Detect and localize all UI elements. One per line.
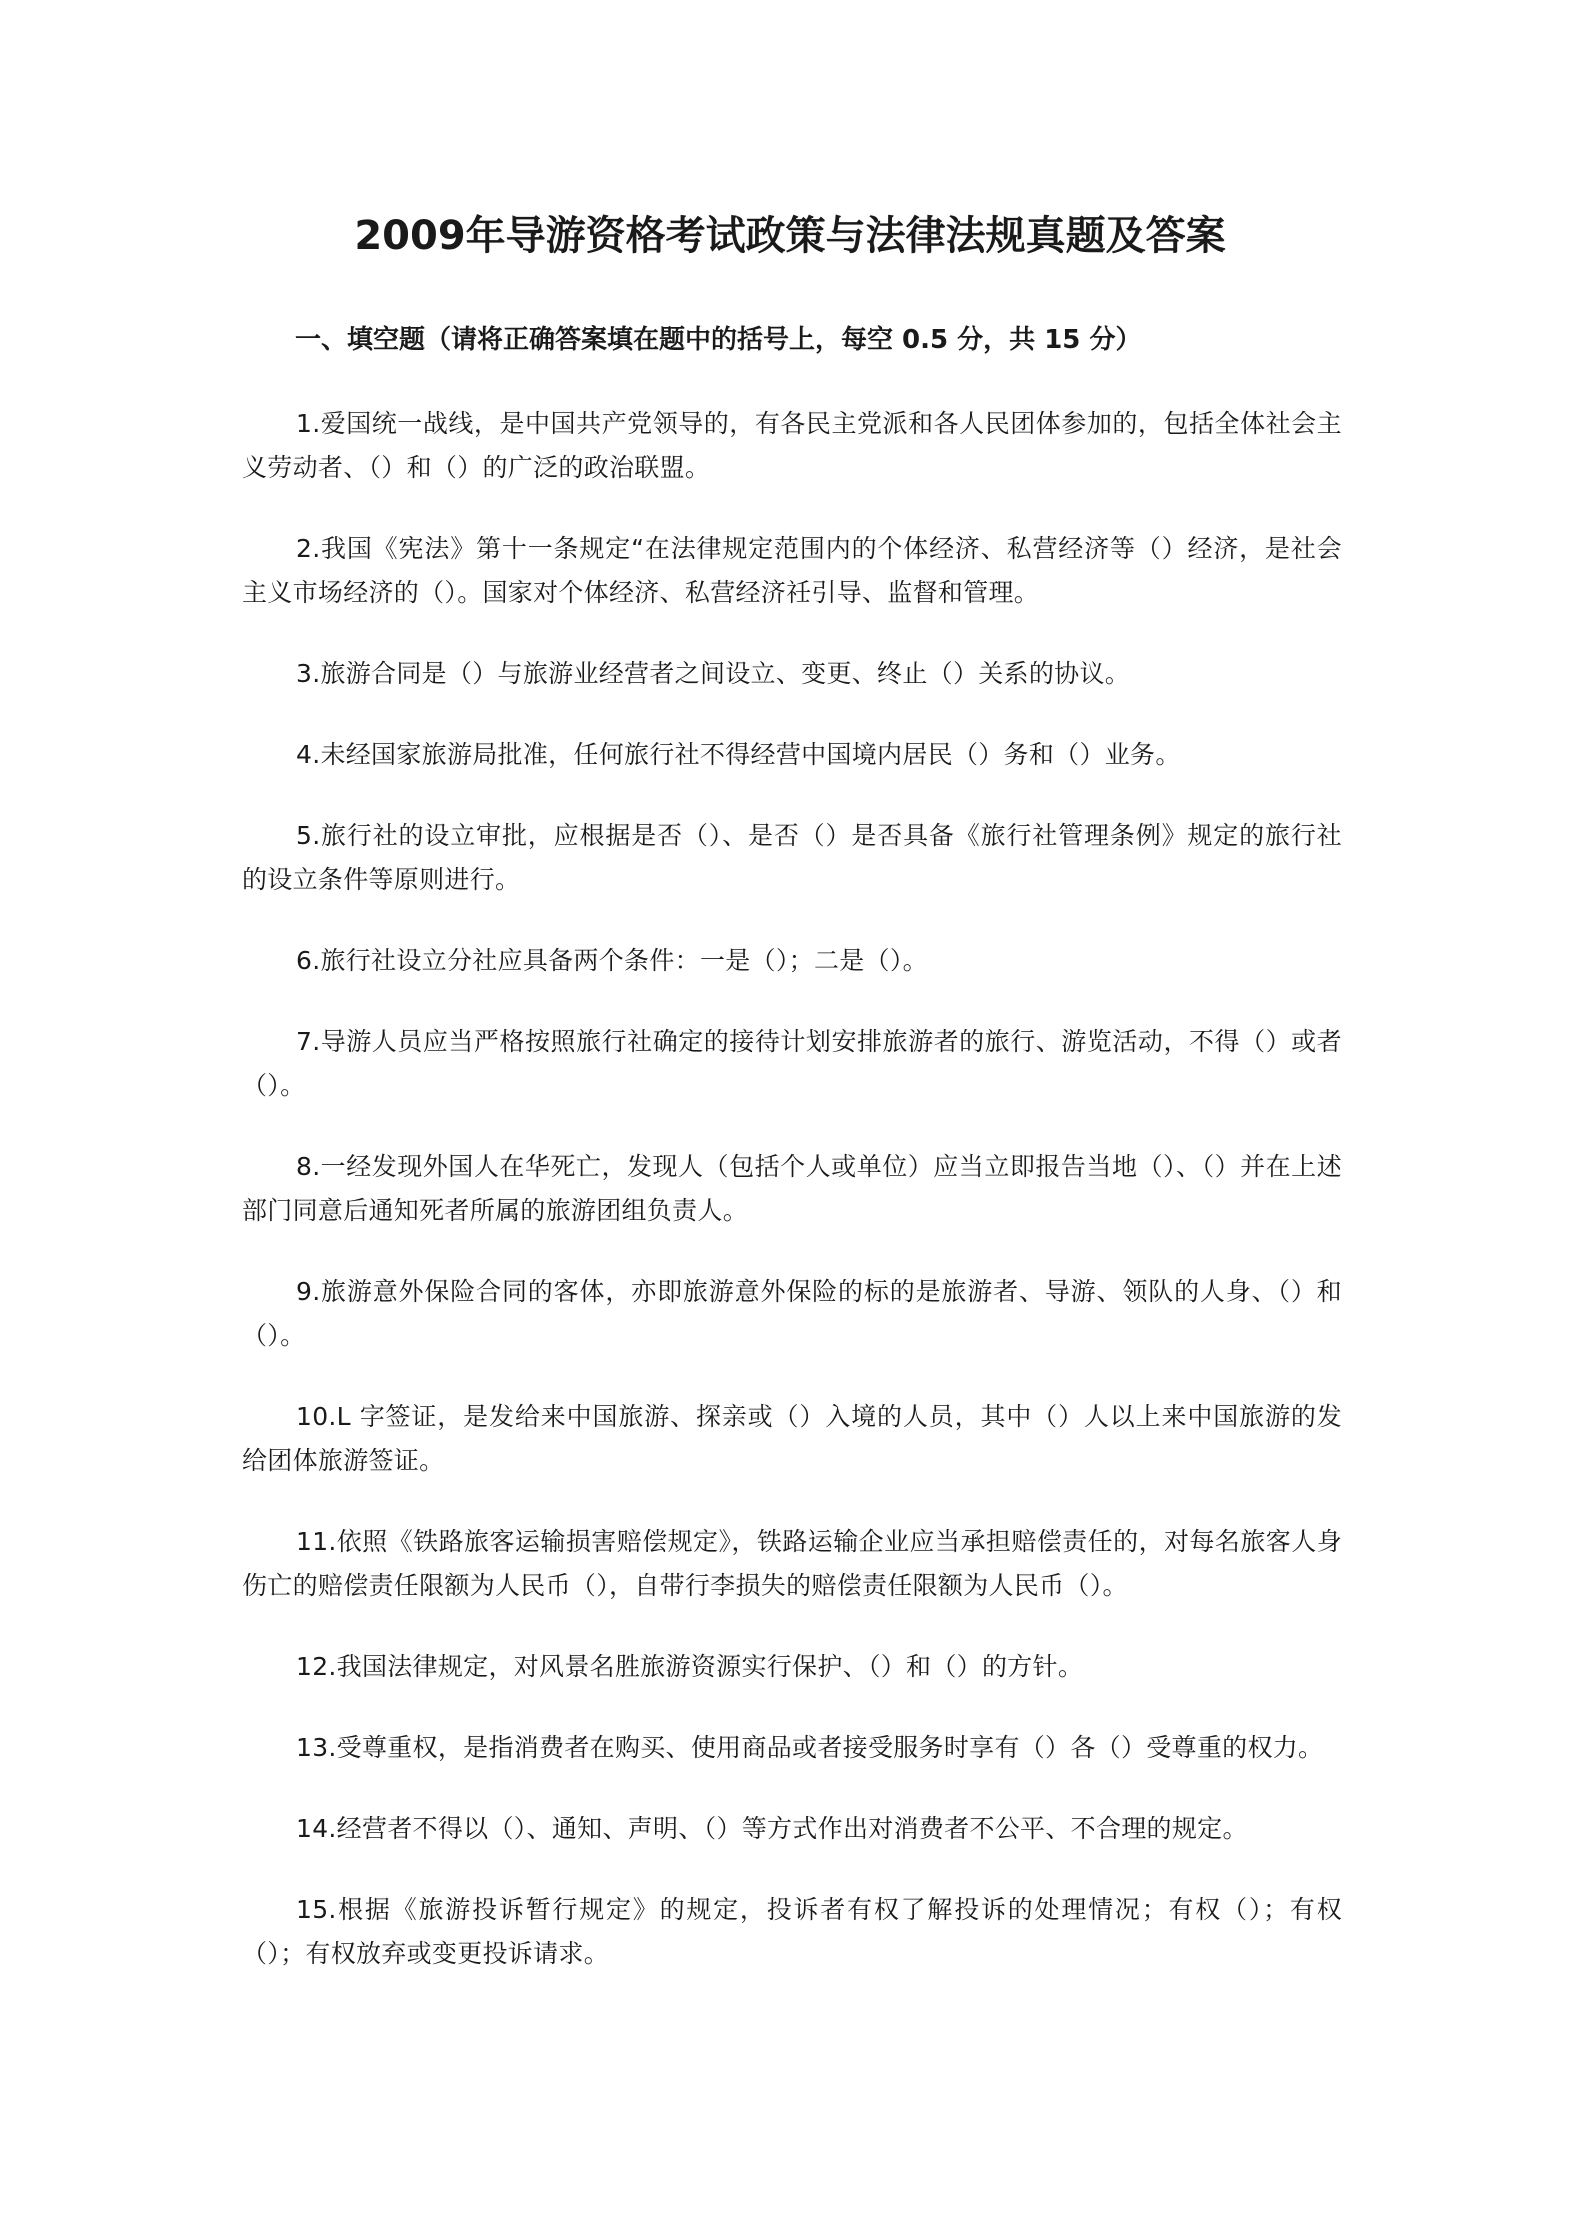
question-item: 6.旅行社设立分社应具备两个条件：一是（）；二是（）。 (296, 946, 928, 975)
section-heading: 一、填空题（请将正确答案填在题中的括号上，每空 0.5 分，共 15 分） (295, 325, 1142, 355)
question-item: 8.一经发现外国人在华死亡，发现人（包括个人或单位）应当立即报告当地（）、（）并在上述部门同意后通知死者所属的旅游团组负责人。 (242, 1152, 1342, 1225)
question-item: 3.旅游合同是（）与旅游业经营者之间设立、变更、终止（）关系的协议。 (296, 659, 1131, 688)
question-item: 1.爱国统一战线，是中国共产党领导的，有各民主党派和各人民团体参加的，包括全体社会主义劳动者、（）和（）的广泛的政治联盟。 (242, 409, 1342, 482)
question-item: 5.旅行社的设立审批，应根据是否（）、是否（）是否具备《旅行社管理条例》规定的旅行社的设立条件等原则进行。 (242, 821, 1342, 894)
question-item: 15.根据《旅游投诉暂行规定》的规定，投诉者有权了解投诉的处理情况；有权（）；有权（）；有权放弃或变更投诉请求。 (242, 1895, 1342, 1968)
question-item: 7.导游人员应当严格按照旅行社确定的接待计划安排旅游者的旅行、游览活动，不得（）或者（）。 (242, 1027, 1342, 1100)
question-item: 14.经营者不得以（）、通知、声明、（）等方式作出对消费者不公平、不合理的规定。 (296, 1814, 1248, 1843)
question-item: 10.L 字签证，是发给来中国旅游、探亲或（）入境的人员，其中（）人以上来中国旅游的发给团体旅游签证。 (242, 1402, 1342, 1475)
question-item: 4.未经国家旅游局批准，任何旅行社不得经营中国境内居民（）务和（）业务。 (296, 740, 1181, 769)
question-list (242, 402, 1342, 2013)
question-item: 12.我国法律规定，对风景名胜旅游资源实行保护、（）和（）的方针。 (296, 1652, 1084, 1681)
question-item: 2.我国《宪法》第十一条规定“在法律规定范围内的个体经济、私营经济等（）经济，是社会主义市场经济的（）。国家对个体经济、私营经济祍引导、监督和管理。 (242, 534, 1342, 607)
question-item: 9.旅游意外保险合同的客体，亦即旅游意外保险的标的是旅游者、导游、领队的人身、（）和（）。 (242, 1277, 1342, 1350)
question-item: 11.依照《铁路旅客运输损害赔偿规定》，铁路运输企业应当承担赔偿责任的，对每名旅客人身伤亡的赔偿责任限额为人民币（），自带行李损失的赔偿责任限额为人民币（）。 (242, 1527, 1342, 1600)
question-item: 13.受尊重权，是指消费者在购买、使用商品或者接受服务时享有（）各（）受尊重的权力。 (296, 1733, 1324, 1762)
document-title: 2009年导游资格考试政策与法律法规真题及答案 (354, 213, 1226, 259)
